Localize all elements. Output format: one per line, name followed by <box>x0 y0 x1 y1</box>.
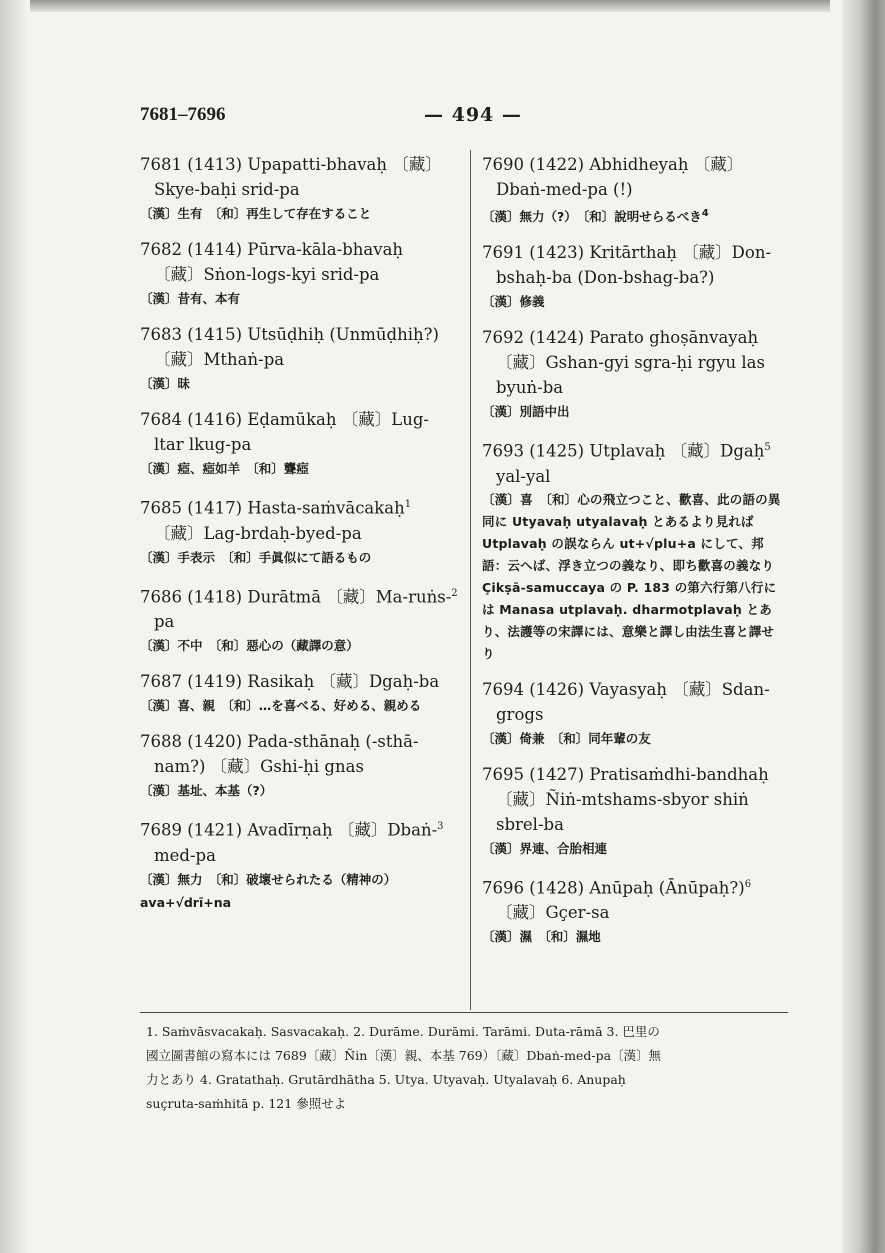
entry-translation: 〔漢〕不中 〔和〕惡心の（藏譯の意） <box>140 638 359 653</box>
footnote-marker: 2 <box>451 587 458 599</box>
entry-tibetan: yal-yal <box>496 466 551 486</box>
entry-tibetan: bshaḥ-ba (Don-bshag-ba?) <box>496 268 715 288</box>
dictionary-entry <box>482 677 784 750</box>
entry-headword: 7688 (1420) Pada-sthānaḥ (-sthā- <box>140 732 419 751</box>
entry-translation <box>482 202 784 228</box>
entry-translation: 〔漢〕無力 〔和〕破壞せられたる（精神の）ava+√drī+na <box>140 871 397 910</box>
dictionary-entry <box>140 581 462 658</box>
dictionary-entry <box>482 152 784 228</box>
entry-headword: 7684 (1416) Eḍamūkaḥ 〔藏〕Lug- <box>140 410 429 429</box>
entry-translation: 〔漢〕倚兼 〔和〕同年輩の友 <box>482 730 651 746</box>
entry-translation: 〔漢〕喜、親 〔和〕…を喜べる、好める、親める <box>140 698 422 713</box>
footnote-marker: 1 <box>404 499 412 510</box>
page-header <box>140 100 780 130</box>
entry-headword: 7687 (1419) Rasikaḥ 〔藏〕Dgaḥ-ba <box>140 672 440 691</box>
entry-translation: 〔漢〕修義 <box>482 294 545 310</box>
entry-translation: 〔漢〕昔有、本有 <box>140 291 241 306</box>
entry-headword-text: 7689 (1421) Avadīrṇaḥ 〔藏〕Dbaṅ- <box>140 820 438 840</box>
entry-translation: 〔漢〕別語中出 <box>482 404 570 420</box>
entry-tibetan: med-pa <box>154 845 216 865</box>
entry-headword-text: 7686 (1418) Durātmā 〔藏〕Ma-ruṅs- <box>140 587 452 606</box>
entry-tibetan: 〔藏〕Gshan-gyi sgra-ḥi rgyu las byuṅ-ba <box>496 353 765 398</box>
footnote-marker: 4 <box>701 208 709 219</box>
footnote-line: 國立圖書館の寫本には 7689〔藏〕Ñin〔漢〕親、本基 769）〔藏〕Dbaṅ-med-pa〔漢〕無 <box>146 1048 662 1063</box>
entry-headword: 7692 (1424) Parato ghoṣānvayaḥ <box>482 328 759 348</box>
dictionary-entry <box>140 669 462 717</box>
entry-tibetan: 〔藏〕Lag-brdaḥ-byed-pa <box>154 523 362 543</box>
right-column <box>482 152 784 960</box>
entry-headword: 7683 (1415) Utsūḍhiḥ (Unmūḍhiḥ?) <box>140 325 439 344</box>
footnote-line: suçruta-saṁhitā p. 121 參照せよ <box>146 1096 347 1111</box>
dictionary-entry <box>482 325 784 423</box>
entry-tibetan: Dbaṅ-med-pa (!) <box>496 180 633 199</box>
entry-headword-text: 7696 (1428) Anūpaḥ (Ānūpaḥ?) <box>482 878 745 898</box>
footnote-marker: 6 <box>744 878 752 890</box>
entry-headword: 7690 (1422) Abhidheyaḥ 〔藏〕 <box>482 155 744 174</box>
dictionary-entry <box>140 729 462 802</box>
entry-headword-text: 7693 (1425) Utplavaḥ 〔藏〕Dgaḥ <box>482 441 765 461</box>
entry-tibetan: grogs <box>496 704 544 724</box>
entry-tibetan: nam?) 〔藏〕Gshi-ḥi gnas <box>154 757 364 776</box>
entry-headword: 7682 (1414) Pūrva-kāla-bhavaḥ <box>140 240 404 259</box>
page-number: — 494 — <box>424 104 522 126</box>
entry-translation: 〔漢〕濕 〔和〕濕地 <box>482 929 601 945</box>
column-divider <box>470 150 471 1010</box>
entry-translation: 〔漢〕昧 <box>140 376 191 391</box>
dictionary-entry <box>482 762 784 860</box>
entry-translation: 〔漢〕基址、本基（?） <box>140 783 273 798</box>
entry-translation-text: 〔漢〕無力（?） 〔和〕說明せらるべき <box>482 209 702 225</box>
footnote-rule <box>140 1012 788 1013</box>
book-spine-shadow <box>843 0 885 1253</box>
entry-tibetan: 〔藏〕Sṅon-logs-kyi srid-pa <box>154 265 380 284</box>
dictionary-entry <box>140 492 462 569</box>
entry-translation: 〔漢〕喜 〔和〕心の飛立つこと、歡喜、此の語の異同に Utyavaḥ utyalavaḥ とあるより見れば Utplavaḥ の誤ならん ut+√plu+a にして、邦語：云へば、浮き立つの義なり、即ち歡喜の義なり Çikṣā-samuccaya の P. 183 の第六行第八行には Manasa utplavaḥ. dharmotplavaḥ とあり、法護等の宋譯には、意樂と譯し由法生喜と譯せり <box>482 491 781 661</box>
entry-tibetan: Skye-baḥi srid-pa <box>154 180 300 199</box>
entry-range: 7681–7696 <box>140 104 226 125</box>
dictionary-entry <box>140 407 462 480</box>
entry-headword: 7681 (1413) Upapatti-bhavaḥ 〔藏〕 <box>140 155 442 174</box>
entry-translation: 〔漢〕生有 〔和〕再生して存在すること <box>140 206 372 221</box>
footnote-line: 1. Saṁvāsvacakaḥ. Sasvacakaḥ. 2. Durāme. Durāmi. Tarāmi. Duta-rāmā 3. 巴里の <box>146 1024 660 1039</box>
footnotes <box>146 1020 794 1116</box>
dictionary-entry <box>140 322 462 395</box>
entry-tibetan: pa <box>154 612 175 631</box>
entry-headword <box>482 872 784 901</box>
entry-headword <box>140 814 462 843</box>
entry-tibetan: ltar lkug-pa <box>154 435 252 454</box>
entry-tibetan: 〔藏〕Gçer-sa <box>496 903 610 923</box>
left-column <box>140 152 462 926</box>
entry-translation: 〔漢〕界連、合胎相連 <box>482 840 608 856</box>
entry-translation: 〔漢〕瘂、瘂如羊 〔和〕聾瘂 <box>140 461 309 476</box>
entry-tibetan: 〔藏〕Ñiṅ-mtshams-sbyor shiṅ sbrel-ba <box>496 789 749 834</box>
dictionary-entry <box>140 814 462 914</box>
page-left-edge-shadow <box>0 0 28 1253</box>
dictionary-entry <box>482 240 784 313</box>
dictionary-entry <box>140 152 462 225</box>
entry-headword: 7695 (1427) Pratisaṁdhi-bandhaḥ <box>482 764 769 784</box>
scan-top-shadow <box>30 0 830 12</box>
footnote-line: 力とあり 4. Gratathaḥ. Grutārdhātha 5. Utya. Utyavaḥ. Utyalavaḥ 6. Anupaḥ <box>146 1072 626 1087</box>
entry-headword-text: 7685 (1417) Hasta-saṁvācakaḥ <box>140 498 405 518</box>
entry-headword <box>140 581 462 610</box>
dictionary-entry <box>140 237 462 310</box>
entry-tibetan: 〔藏〕Mthaṅ-pa <box>154 350 285 369</box>
entry-headword <box>140 492 462 521</box>
footnote-marker: 3 <box>437 821 444 832</box>
footnote-marker: 5 <box>764 442 771 454</box>
entry-translation: 〔漢〕手表示 〔和〕手眞似にて語るもの <box>140 549 372 565</box>
dictionary-entry <box>482 872 784 949</box>
entry-headword <box>482 435 784 464</box>
entry-headword: 7694 (1426) Vayasyaḥ 〔藏〕Sdan- <box>482 679 770 699</box>
dictionary-entry <box>482 435 784 665</box>
entry-headword: 7691 (1423) Kritārthaḥ 〔藏〕Don- <box>482 243 772 263</box>
